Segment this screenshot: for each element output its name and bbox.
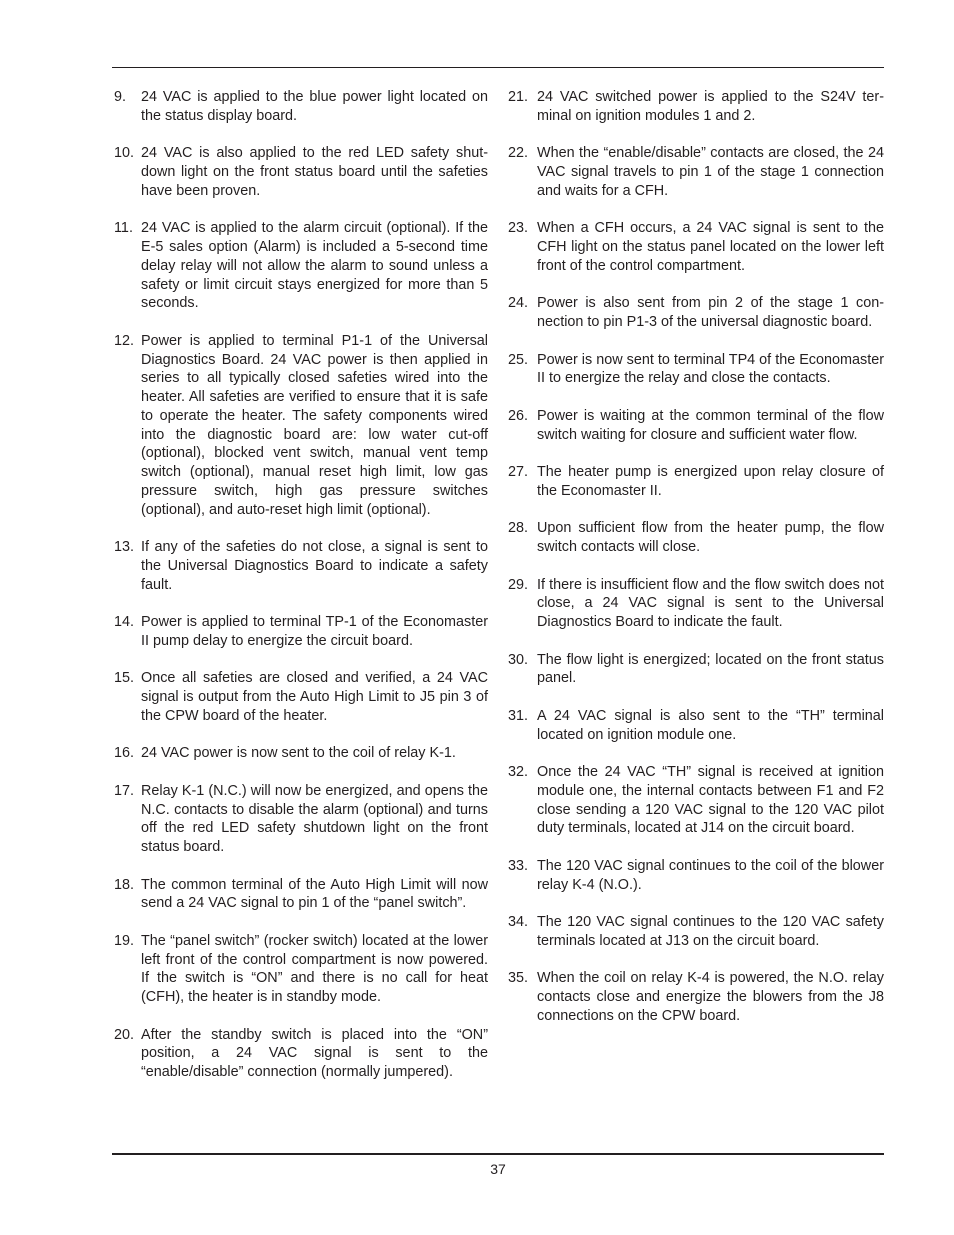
- item-number: 16.: [114, 745, 135, 762]
- list-item: [112, 744, 488, 763]
- list-item: [112, 1026, 488, 1082]
- item-number: 23.: [508, 220, 529, 237]
- item-text: The flow light is energized; located on the front status panel.: [537, 651, 884, 687]
- item-number: 13.: [114, 539, 135, 555]
- list-item: [112, 932, 488, 1007]
- list-item: [112, 538, 488, 594]
- list-item: [508, 707, 884, 745]
- item-number: 31.: [508, 707, 529, 724]
- item-number: 26.: [508, 407, 529, 424]
- item-number: 20.: [114, 1026, 135, 1043]
- item-number: 12.: [114, 332, 135, 349]
- item-text: Once the 24 VAC “TH” signal is received at ignition module one, the internal contacts between F1 and F2 close sending a 120 VAC signal to the 120 VAC pilot duty terminals, located at J14 on the circuit board.: [537, 764, 884, 837]
- item-number: 24.: [508, 295, 529, 312]
- item-number: 14.: [114, 614, 135, 630]
- item-number: 15.: [114, 670, 135, 687]
- item-number: 9.: [114, 89, 127, 105]
- item-number: 28.: [508, 520, 529, 537]
- list-item: [112, 613, 488, 651]
- list-item: [508, 651, 884, 689]
- list-item: [508, 913, 884, 951]
- item-text: When a CFH occurs, a 24 VAC signal is sent to the CFH light on the status panel located on the lower left front of the control compartment.: [537, 220, 884, 274]
- item-text: 24 VAC is applied to the blue power light located on the status display board.: [141, 89, 488, 124]
- item-number: 27.: [508, 464, 529, 480]
- header-rule: [112, 67, 884, 68]
- list-item: [508, 219, 884, 275]
- list-item: [508, 763, 884, 838]
- footer-rule: [112, 1153, 884, 1155]
- item-number: 33.: [508, 857, 529, 874]
- list-item: [508, 463, 884, 501]
- list-item: [112, 782, 488, 857]
- list-item: [112, 219, 488, 313]
- item-number: 34.: [508, 914, 529, 930]
- item-text: 24 VAC is applied to the alarm circuit (optional). If the E-5 sales option (Alarm) is included a 5-second time delay relay will not allow the alarm to sound unless a safety or limit circuit stays energized for more than 5 seconds.: [141, 220, 488, 312]
- item-text: Once all safeties are closed and verified, a 24 VAC signal is output from the Auto High Limit to J5 pin 3 of the CPW board of the heater.: [141, 670, 488, 724]
- item-number: 22.: [508, 145, 529, 162]
- list-item: [508, 294, 884, 332]
- item-number: 21.: [508, 89, 529, 105]
- item-text: Power is waiting at the common terminal of the flow switch waiting for closure and sufficient water flow.: [537, 407, 884, 443]
- item-number: 35.: [508, 970, 529, 987]
- item-number: 29.: [508, 576, 529, 593]
- list-item: [508, 969, 884, 1025]
- item-text: After the standby switch is placed into the “ON” position, a 24 VAC signal is sent to the “enable/disable” connection (normally jumpered).: [141, 1026, 488, 1080]
- list-item: [508, 88, 884, 126]
- list-item: [112, 88, 488, 126]
- item-number: 25.: [508, 351, 529, 368]
- list-item: [508, 144, 884, 200]
- item-text: 24 VAC is also applied to the red LED safety shutdown light on the front status board until the safeties have been proven.: [141, 145, 488, 199]
- left-column-list: [112, 88, 488, 1101]
- list-item: [112, 332, 488, 520]
- item-number: 10.: [114, 145, 135, 162]
- item-text: Power is applied to terminal P1-1 of the Universal Diagnostics Board. 24 VAC power is then applied in series to all typically closed safeties wired into the heater. All safeties are verified to ensure that it is safe to operate the heater. The safety components wired into the diagnostic board are: low water cut-off (optional), blocked vent switch, manual vent temp switch (optional), manual reset high limit, low gas pressure switch, high gas pressure switches (optional), and auto-reset high limit (optional).: [141, 332, 488, 518]
- right-column-list: [508, 88, 884, 1044]
- item-text: The 120 VAC signal continues to the coil of the blower relay K-4 (N.O.).: [537, 857, 884, 893]
- list-item: [112, 876, 488, 914]
- list-item: [508, 576, 884, 632]
- item-text: Power is now sent to terminal TP4 of the Economaster II to energize the relay and close the contacts.: [537, 351, 884, 387]
- item-text: The heater pump is energized upon relay closure of the Economaster II.: [537, 464, 884, 499]
- item-text: The common terminal of the Auto High Limit will now send a 24 VAC signal to pin 1 of the “panel switch”.: [141, 876, 488, 912]
- item-number: 17.: [114, 782, 135, 799]
- item-text: When the “enable/disable” contacts are closed, the 24 VAC signal travels to pin 1 of the stage 1 connection and waits for a CFH.: [537, 145, 884, 199]
- item-text: 24 VAC switched power is applied to the S24V terminal on ignition modules 1 and 2.: [537, 89, 884, 124]
- item-number: 32.: [508, 764, 529, 780]
- item-text: Power is applied to terminal TP-1 of the Economaster II pump delay to energize the circuit board.: [141, 614, 488, 649]
- item-text: A 24 VAC signal is also sent to the “TH” terminal located on ignition module one.: [537, 707, 884, 743]
- item-number: 19.: [114, 932, 135, 949]
- item-text: If any of the safeties do not close, a signal is sent to the Universal Diagnostics Board to indicate a safety fault.: [141, 539, 488, 593]
- item-text: Relay K-1 (N.C.) will now be energized, and opens the N.C. contacts to disable the alarm (optional) and turns off the red LED safety shutdown light on the front status board.: [141, 782, 488, 855]
- item-text: 24 VAC power is now sent to the coil of relay K-1.: [141, 745, 456, 762]
- item-text: When the coil on relay K-4 is powered, the N.O. relay contacts close and energize the blowers from the J8 connections on the CPW board.: [537, 970, 884, 1024]
- item-number: 30.: [508, 651, 529, 668]
- list-item: [508, 351, 884, 389]
- item-number: 11.: [114, 220, 133, 237]
- list-item: [508, 857, 884, 895]
- item-text: Power is also sent from pin 2 of the stage 1 connection to pin P1-3 of the universal diagnostic board.: [537, 295, 884, 330]
- list-item: [112, 144, 488, 200]
- list-item: [508, 407, 884, 445]
- item-text: The “panel switch” (rocker switch) located at the lower left front of the control compartment is now powered. If the switch is “ON” and there is no call for heat (CFH), the heater is in standby mode.: [141, 932, 488, 1005]
- page-number: 37: [490, 1161, 506, 1177]
- item-text: The 120 VAC signal continues to the 120 VAC safety terminals located at J13 on the circuit board.: [537, 914, 884, 949]
- item-number: 18.: [114, 876, 135, 893]
- list-item: [112, 669, 488, 725]
- list-item: [508, 519, 884, 557]
- item-text: If there is insufficient flow and the flow switch does not close, a 24 VAC signal is sent to the Universal Diagnostics Board to indicate the fault.: [537, 576, 884, 630]
- item-text: Upon sufficient flow from the heater pump, the flow switch contacts will close.: [537, 520, 884, 555]
